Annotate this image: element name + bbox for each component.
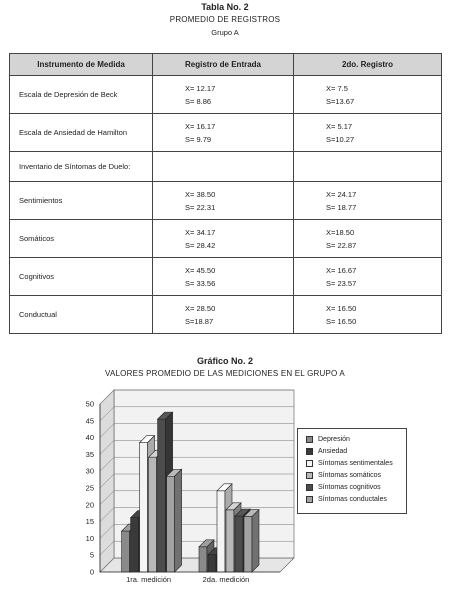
entry-mean: X= 45.50 <box>185 265 216 275</box>
legend-swatch <box>306 472 313 479</box>
y-tick-label: 20 <box>85 500 94 510</box>
table-subtitle: Grupo A <box>211 28 239 37</box>
legend-item <box>306 459 393 469</box>
legend-swatch <box>306 460 313 467</box>
graph-label: Gráfico No. 2 <box>196 356 253 366</box>
bar <box>149 457 157 572</box>
second-mean: X= 24.17 <box>326 189 357 199</box>
legend-label: Síntomas conductales <box>318 496 387 503</box>
table-row <box>10 182 442 220</box>
entry-sd: S= 22.31 <box>185 202 216 212</box>
bar <box>167 476 175 572</box>
legend-item <box>306 483 381 493</box>
entry-sd: S= 28.42 <box>185 240 216 250</box>
second-values <box>294 296 442 334</box>
table-header-row <box>10 54 442 76</box>
entry-values <box>153 220 294 258</box>
second-values <box>294 76 442 114</box>
entry-sd: S=18.87 <box>185 316 214 326</box>
x-tick-label: 1ra. medición <box>126 575 172 584</box>
entry-mean: X= 16.17 <box>185 121 216 131</box>
entry-mean: X= 38.50 <box>185 189 216 199</box>
bar <box>158 419 166 572</box>
y-tick-label: 50 <box>85 399 94 409</box>
entry-sd: S= 9.79 <box>185 134 212 144</box>
second-values <box>294 152 442 182</box>
entry-values <box>153 296 294 334</box>
second-sd: S=10.27 <box>326 134 355 144</box>
second-values <box>294 182 442 220</box>
second-sd: S=13.67 <box>326 96 355 106</box>
legend-label: Síntomas cognitivos <box>318 484 381 491</box>
bar-side <box>175 469 182 572</box>
row-name: Somáticos <box>10 220 153 258</box>
y-tick-label: 15 <box>85 517 94 527</box>
y-tick-label: 30 <box>85 466 94 476</box>
y-tick-label: 25 <box>85 483 94 493</box>
bar <box>122 531 130 572</box>
bar <box>131 518 139 572</box>
second-sd: S= 18.77 <box>326 202 357 212</box>
row-name: Cognitivos <box>10 258 153 296</box>
second-mean: X= 5.17 <box>326 121 353 131</box>
second-sd: S= 23.57 <box>326 278 357 288</box>
entry-values <box>153 258 294 296</box>
bar <box>140 443 148 572</box>
second-mean: X= 16.50 <box>326 303 357 313</box>
entry-mean: X= 34.17 <box>185 227 216 237</box>
bar <box>226 510 234 572</box>
entry-values <box>153 76 294 114</box>
legend-item <box>306 447 347 457</box>
legend-swatch <box>306 484 313 491</box>
chart-legend <box>297 428 407 514</box>
row-name: Conductual <box>10 296 153 334</box>
y-tick-label: 35 <box>85 449 94 459</box>
bar-side <box>252 510 259 572</box>
bar <box>235 516 243 572</box>
table-label: Tabla No. 2 <box>201 2 249 12</box>
row-name: Escala de Depresión de Beck <box>10 76 153 114</box>
table-row <box>10 296 442 334</box>
entry-values <box>153 182 294 220</box>
entry-values <box>153 152 294 182</box>
table-row <box>10 76 442 114</box>
bar <box>208 555 216 572</box>
table-title: PROMEDIO DE REGISTROS <box>169 15 281 24</box>
records-table <box>9 53 442 334</box>
row-name: Sentimientos <box>10 182 153 220</box>
legend-swatch <box>306 448 313 455</box>
row-name: Inventario de Síntomas de Duelo: <box>10 152 153 182</box>
y-tick-label: 0 <box>89 567 94 577</box>
graph-title: VALORES PROMEDIO DE LAS MEDICIONES EN EL GRUPO A <box>105 369 345 378</box>
second-mean: X= 16.67 <box>326 265 357 275</box>
y-tick-label: 5 <box>89 550 94 560</box>
bar <box>217 491 225 572</box>
y-tick-label: 40 <box>85 433 94 443</box>
second-sd: S= 22.87 <box>326 240 357 250</box>
row-name: Escala de Ansiedad de Hamilton <box>10 114 153 152</box>
second-values <box>294 220 442 258</box>
second-mean: X= 7.5 <box>326 83 348 93</box>
second-sd: S= 16.50 <box>326 316 357 326</box>
entry-sd: S= 8.86 <box>185 96 212 106</box>
entry-sd: S= 33.56 <box>185 278 216 288</box>
entry-mean: X= 28.50 <box>185 303 216 313</box>
legend-label: Ansiedad <box>318 448 348 455</box>
legend-item <box>306 495 387 505</box>
legend-item <box>306 471 381 481</box>
legend-label: Depresión <box>318 436 350 443</box>
entry-mean: X= 12.17 <box>185 83 216 93</box>
bar <box>244 517 252 572</box>
second-mean: X=18.50 <box>326 227 355 237</box>
legend-item <box>306 435 350 445</box>
legend-swatch <box>306 436 313 443</box>
second-values <box>294 114 442 152</box>
second-values <box>294 258 442 296</box>
entry-values <box>153 114 294 152</box>
header-entry: Registro de Entrada <box>153 54 294 76</box>
legend-label: Síntomas sentimentales <box>318 460 393 467</box>
x-tick-label: 2da. medición <box>202 575 250 584</box>
table-row <box>10 220 442 258</box>
legend-label: Síntomas somáticos <box>318 472 382 479</box>
table-row <box>10 258 442 296</box>
header-second: 2do. Registro <box>294 54 442 76</box>
table-row <box>10 114 442 152</box>
y-tick-label: 45 <box>85 416 94 426</box>
legend-swatch <box>306 496 313 503</box>
header-instrument: Instrumento de Medida <box>10 54 153 76</box>
y-tick-label: 10 <box>85 533 94 543</box>
bar <box>199 547 207 572</box>
table-row <box>10 152 442 182</box>
